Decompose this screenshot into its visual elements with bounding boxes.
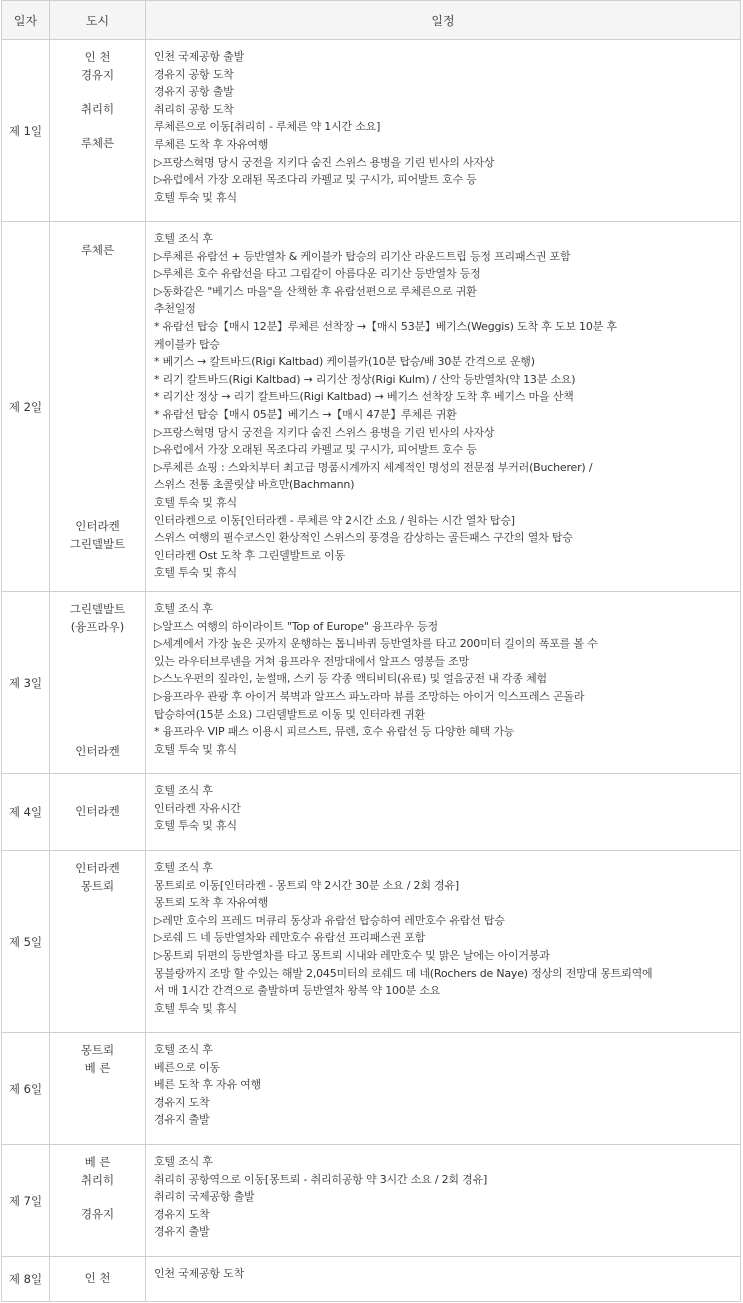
city-name: 취리히 — [80, 1173, 115, 1187]
city-name: 취리히 — [80, 102, 115, 116]
schedule-line: 호텔 조식 후 — [154, 1155, 213, 1168]
schedule-line: * 유람선 탑승【매시 12분】루체른 선착장 →【매시 53분】베기스(Weggis) 도착 후 도보 10분 후 — [154, 319, 617, 333]
schedule-line: ▷세계에서 가장 높은 곳까지 운행하는 톱니바퀴 등반열차를 타고 200미터 길이의 폭포를 볼 수 — [154, 637, 598, 651]
schedule-line: 경유지 공항 출발 — [154, 85, 234, 99]
schedule-line: 몽트뢰 도착 후 자유여행 — [154, 896, 269, 910]
city-name: 루체른 — [80, 136, 115, 150]
schedule-line: * 리기산 정상 → 리기 칼트바드(Rigi Kaltbad) → 베기스 선착장 도착 후 베기스 마을 산책 — [154, 390, 574, 404]
city-name: 인 천 — [84, 50, 111, 64]
schedule-line: * 리기 칼트바드(Rigi Kaltbad) → 리기산 정상(Rigi Kulm) / 산악 등반열차(약 13분 소요) — [154, 372, 576, 386]
day-cell: 제 4일 — [2, 774, 50, 851]
schedule-line: 호텔 조식 후 — [154, 1043, 213, 1056]
city-name: 그린델발트 — [69, 537, 126, 551]
schedule-line: ▷루체른 쇼핑 : 스와치부터 최고급 명품시계까지 세계적인 명성의 전문점 부커러(Bucherer) / — [154, 460, 593, 474]
schedule-line: ▷융프라우 관광 후 아이거 북벽과 알프스 파노라마 뷰를 조망하는 아이거 익스프레스 곤돌라 — [154, 689, 585, 703]
schedule-cell — [146, 851, 741, 1033]
schedule-line: * 베기스 → 칼트바드(Rigi Kaltbad) 케이블카(10분 탑승/배 30분 간격으로 운행) — [154, 355, 535, 369]
schedule-line: 호텔 조식 후 — [154, 232, 213, 245]
city-name: 인터라켄 — [75, 804, 120, 818]
schedule-line: 호텔 투숙 및 휴식 — [154, 566, 237, 580]
city-cell — [50, 1145, 146, 1257]
schedule-line: ▷프랑스혁명 당시 궁전을 지키다 숨진 스위스 용병을 기린 빈사의 사자상 — [154, 425, 495, 439]
schedule-line: ▷로쉐 드 네 등반열차와 레만호수 유람선 프리패스권 포함 — [154, 931, 426, 945]
city-name: 인터라켄 — [75, 861, 120, 875]
schedule-line: 인천 국제공항 출발 — [154, 50, 245, 63]
city-name: (융프라우) — [70, 620, 125, 634]
schedule-line: 베른 도착 후 자유 여행 — [154, 1078, 262, 1092]
schedule-line: 호텔 조식 후 — [154, 602, 213, 615]
schedule-line: 탑승하여(15분 소요) 그린델발트로 이동 및 인터라켄 귀환 — [154, 707, 425, 721]
schedule-line: 호텔 조식 후 — [154, 784, 213, 797]
schedule-cell — [146, 1257, 741, 1302]
schedule-line: 몽블랑까지 조망 할 수있는 해발 2,045미터의 로쉐드 데 네(Rochers de Naye) 정상의 전망대 몽트뢰역에 — [154, 966, 653, 980]
schedule-cell — [146, 222, 741, 592]
schedule-line: 인천 국제공항 도착 — [154, 1267, 245, 1280]
schedule-line: 있는 라우터브루넨을 거쳐 융프라우 전망대에서 알프스 영봉들 조망 — [154, 654, 470, 668]
schedule-line: ▷레만 호수의 프레드 머큐리 동상과 유람선 탑승하여 레만호수 유람선 탑승 — [154, 913, 505, 927]
schedule-line: 경유지 출발 — [154, 1113, 210, 1127]
city-name: 인 천 — [84, 1271, 111, 1285]
itinerary-row — [2, 40, 741, 222]
day-cell: 제 1일 — [2, 40, 50, 222]
schedule-line: ▷루체른 호수 유람선을 타고 그림같이 아름다운 리기산 등반열차 등정 — [154, 267, 481, 281]
schedule-line: 호텔 투숙 및 휴식 — [154, 819, 237, 833]
itinerary-row — [2, 774, 741, 851]
city-name: 그린델발트 — [69, 602, 126, 616]
city-cell — [50, 1033, 146, 1145]
schedule-line: 루체른으로 이동[취리히 - 루체른 약 1시간 소요] — [154, 120, 381, 134]
header-row — [2, 1, 741, 40]
schedule-line: 호텔 조식 후 — [154, 861, 213, 874]
schedule-line: 인터라켄으로 이동[인터라켄 - 루체른 약 2시간 소요 / 원하는 시간 열차 탑승] — [154, 513, 515, 527]
city-name: 루체른 — [80, 243, 115, 257]
day-cell: 제 6일 — [2, 1033, 50, 1145]
schedule-line: 몽트뢰로 이동[인터라켄 - 몽트뢰 약 2시간 30분 소요 / 2회 경유] — [154, 878, 459, 892]
schedule-line: ▷프랑스혁명 당시 궁전을 지키다 숨진 스위스 용병을 기린 빈사의 사자상 — [154, 155, 495, 169]
schedule-line: ▷스노우펀의 짚라인, 눈썰매, 스키 등 각종 액티비티(유료) 및 얼음궁전 내 각종 체험 — [154, 672, 547, 686]
schedule-cell — [146, 1145, 741, 1257]
schedule-line: 케이블카 탑승 — [154, 337, 220, 351]
city-cell — [50, 851, 146, 1033]
schedule-line: * 유람선 탑승【매시 05분】베기스 →【매시 47분】루체른 귀환 — [154, 407, 457, 421]
city-name: 몽트뢰 — [80, 1043, 115, 1057]
itinerary-row — [2, 1257, 741, 1302]
schedule-line: 취리히 국제공항 출발 — [154, 1190, 255, 1204]
schedule-line: 취리히 공항역으로 이동[몽트뢰 - 취리히공항 약 3시간 소요 / 2회 경유] — [154, 1172, 488, 1186]
schedule-line: 인터라켄 자유시간 — [154, 801, 241, 815]
city-cell — [50, 774, 146, 851]
schedule-line: 서 매 1시간 간격으로 출발하며 등반열차 왕복 약 100분 소요 — [154, 984, 441, 998]
city-name: 베 른 — [84, 1155, 111, 1169]
city-name: 베 른 — [84, 1061, 111, 1075]
schedule-line: ▷유럽에서 가장 오래된 목조다리 카펠교 및 구시가, 피어발트 호수 등 — [154, 443, 477, 457]
header-city: 도시 — [50, 1, 146, 40]
schedule-line: 추천일정 — [154, 302, 196, 316]
itinerary-row — [2, 1033, 741, 1145]
itinerary-row — [2, 851, 741, 1033]
city-name: 경유지 — [80, 1207, 115, 1221]
city-cell — [50, 592, 146, 774]
schedule-cell — [146, 592, 741, 774]
schedule-line: ▷루체른 유람선 + 등반열차 & 케이블카 탑승의 리기산 라운드트립 등정 프리패스권 포함 — [154, 249, 571, 263]
city-cell — [50, 1257, 146, 1302]
schedule-line: 경유지 공항 도착 — [154, 67, 234, 81]
schedule-line: 호텔 투숙 및 휴식 — [154, 1001, 237, 1015]
itinerary-row — [2, 222, 741, 592]
schedule-line: 스위스 여행의 필수코스인 환상적인 스위스의 풍경을 감상하는 골든패스 구간의 열차 탑승 — [154, 531, 573, 545]
city-name: 경유지 — [80, 68, 115, 82]
city-name: 몽트뢰 — [80, 879, 115, 893]
schedule-line: ▷동화같은 "베기스 마을"을 산책한 후 유람선편으로 루체른으로 귀환 — [154, 284, 477, 298]
schedule-line: 호텔 투숙 및 휴식 — [154, 495, 237, 509]
schedule-line: ▷유럽에서 가장 오래된 목조다리 카펠교 및 구시가, 피어발트 호수 등 — [154, 173, 477, 187]
schedule-line: 베른으로 이동 — [154, 1060, 220, 1074]
schedule-line: 호텔 투숙 및 휴식 — [154, 190, 237, 204]
schedule-line: 경유지 도착 — [154, 1095, 210, 1109]
city-cell — [50, 40, 146, 222]
schedule-line: * 융프라우 VIP 패스 이용시 피르스트, 뮤렌, 호수 유람선 등 다양한 혜택 가능 — [154, 725, 515, 739]
schedule-cell — [146, 40, 741, 222]
day-cell: 제 8일 — [2, 1257, 50, 1302]
itinerary-table — [1, 0, 741, 1302]
day-cell: 제 5일 — [2, 851, 50, 1033]
schedule-cell — [146, 1033, 741, 1145]
header-schedule: 일정 — [146, 1, 741, 40]
schedule-line: 경유지 출발 — [154, 1225, 210, 1239]
city-cell — [50, 222, 146, 592]
schedule-cell — [146, 774, 741, 851]
schedule-line: 취리히 공항 도착 — [154, 102, 234, 116]
itinerary-row — [2, 592, 741, 774]
itinerary-row — [2, 1145, 741, 1257]
schedule-line: ▷몽트뢰 뒤편의 등반열차를 타고 몽트뢰 시내와 레만호수 및 맑은 날에는 아이거봉과 — [154, 948, 550, 962]
day-cell: 제 3일 — [2, 592, 50, 774]
city-name: 인터라켄 — [75, 744, 120, 758]
header-day: 일자 — [2, 1, 50, 40]
schedule-line: 호텔 투숙 및 휴식 — [154, 742, 237, 756]
schedule-line: 스위스 전통 초콜릿샵 바흐만(Bachmann) — [154, 478, 355, 492]
schedule-line: ▷알프스 여행의 하이라이트 "Top of Europe" 융프라우 등정 — [154, 619, 438, 633]
day-cell: 제 2일 — [2, 222, 50, 592]
day-cell: 제 7일 — [2, 1145, 50, 1257]
schedule-line: 루체른 도착 후 자유여행 — [154, 137, 269, 151]
schedule-line: 경유지 도착 — [154, 1207, 210, 1221]
schedule-line: 인터라켄 Ost 도착 후 그린델발트로 이동 — [154, 548, 345, 562]
city-name: 인터라켄 — [75, 519, 120, 533]
